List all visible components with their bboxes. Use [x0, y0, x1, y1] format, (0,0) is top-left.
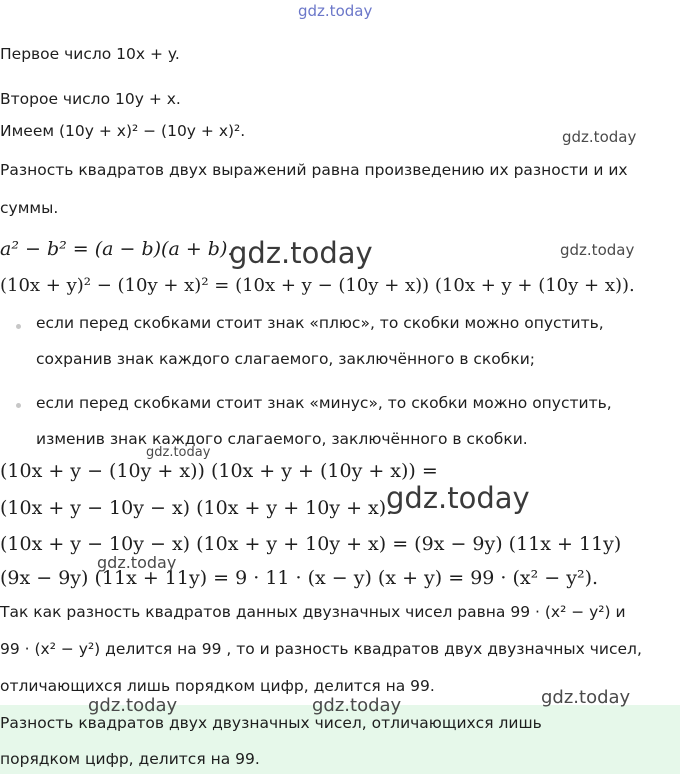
bullet-1-line-2: сохранив знак каждого слагаемого, заключённого в скобки; [36, 350, 535, 368]
watermark: gdz.today [386, 481, 530, 515]
bullet-dot [16, 403, 21, 408]
watermark: gdz.today [97, 553, 177, 572]
equation-1: (10x + y − (10y + x)) (10x + y + (10y + x)) = [0, 460, 438, 482]
equation-3: (10x + y − 10y − x) (10x + y + 10y + x) = (9x − 9y) (11x + 11y) [0, 533, 622, 555]
difference-rule-line-1: Разность квадратов двух выражений равна произведению их разности и их [0, 161, 628, 179]
watermark: gdz.today [88, 695, 178, 716]
conclusion-line-3: отличающихся лишь порядком цифр, делится на 99. [0, 677, 435, 695]
expansion-equation: (10x + y)² − (10y + x)² = (10x + y − (10y + x)) (10x + y + (10y + x)). [0, 275, 635, 296]
answer-line-2: порядком цифр, делится на 99. [0, 750, 260, 768]
conclusion-line-1: Так как разность квадратов данных двузначных чисел равна 99 · (x² − y²) и [0, 603, 626, 621]
bullet-2-line-2: изменив знак каждого слагаемого, заключённого в скобки. [36, 430, 528, 448]
watermark: gdz.today [560, 241, 635, 259]
watermark: gdz.today [562, 128, 637, 146]
squares-formula: a² − b² = (a − b)(a + b). [0, 238, 234, 260]
equation-2: (10x + y − 10y − x) (10x + y + 10y + x). [0, 497, 393, 519]
bullet-dot [16, 324, 21, 329]
first-number-line: Первое число 10x + y. [0, 45, 180, 63]
bullet-1-line-1: если перед скобками стоит знак «плюс», то скобки можно опустить, [36, 314, 604, 332]
watermark: gdz.today [298, 2, 373, 20]
watermark: gdz.today [146, 445, 211, 460]
watermark: gdz.today [312, 695, 402, 716]
watermark: gdz.today [541, 687, 631, 708]
bullet-2-line-1: если перед скобками стоит знак «минус», то скобки можно опустить, [36, 394, 612, 412]
have-line: Имеем (10y + x)² − (10y + x)². [0, 122, 246, 140]
equation-4: (9x − 9y) (11x + 11y) = 9 · 11 · (x − y) (x + y) = 99 · (x² − y²). [0, 567, 599, 589]
difference-rule-line-2: суммы. [0, 199, 59, 217]
answer-line-1: Разность квадратов двух двузначных чисел, отличающихся лишь [0, 714, 542, 732]
watermark: gdz.today [229, 236, 373, 270]
conclusion-line-2: 99 · (x² − y²) делится на 99 , то и разность квадратов двух двузначных чисел, [0, 640, 642, 658]
second-number-line: Второе число 10y + x. [0, 90, 181, 108]
